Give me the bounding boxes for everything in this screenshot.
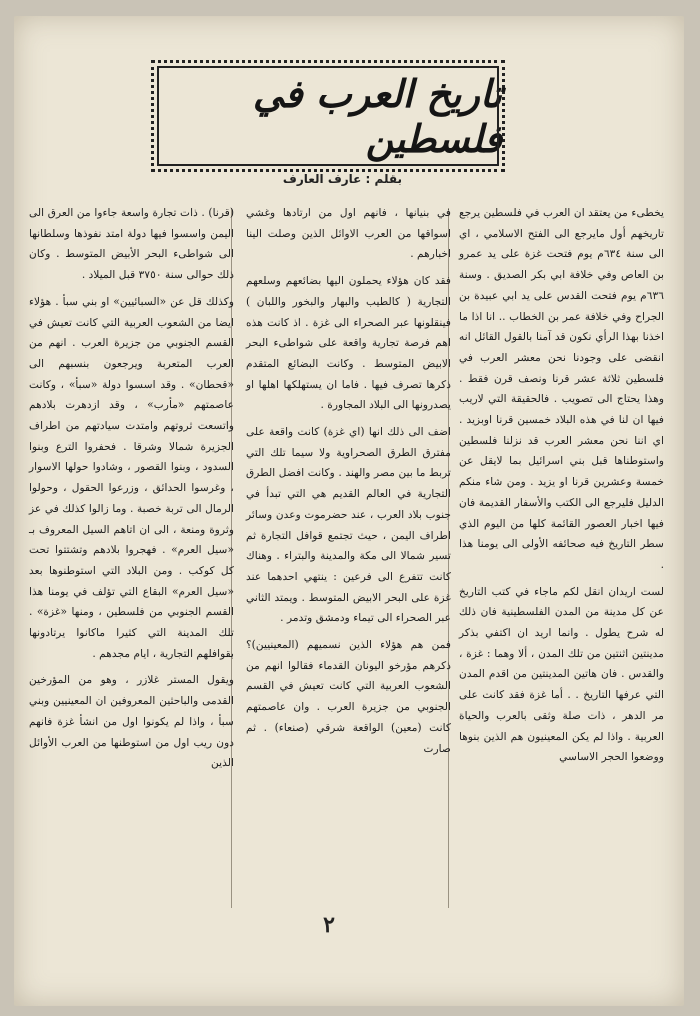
text-column-left — [29, 203, 234, 780]
author-byline: بقلم : عارف العارف — [282, 172, 402, 186]
text-column-right — [459, 203, 664, 774]
text-column-middle — [246, 203, 451, 765]
page-number: ٢ — [323, 912, 335, 938]
title-frame — [151, 60, 505, 172]
paragraph: فقد كان هؤلاء يحملون اليها بضائعهم وسلعهم التجارية ( كالطيب والبهار والبخور واللبان ) فينقلونها عبر الصحراء الى غزة . اذ كانت هذه اهم فرصة تجارية واقعة على شواطىء البحر الابيض المتوسط . وكانت البضائع المتقدم ذكرها تصرف فيها . فاما ان يستهلكها اهلها او يصدرونها الى البلاد المجاورة . — [246, 274, 451, 412]
paragraph: وكذلك قل عن «السبائيين» او بني سبأ . هؤلاء ايضا من الشعوب العربية التي كانت تعيش في القسم الجنوبي من جزيرة العرب . انهم من العرب المتعربة ويرجعون بنسبهم الى «قحطان» . وقد اسسوا دولة «سبأ» ، وكانت عاصمتهم «مأرب» ، وقد ازدهرت بلادهم واتسعت ثروتهم وامتدت سيادتهم من اطراف الجزيرة شمالا وشرقا . فحفروا الترع وبنوا السدود ، وبنوا القصور ، وشادوا حولها الاسوار ، وغرسوا الحدائق ، وزرعوا الحقول ، وحولوا الرمال الى تربة خصبة . وما زالوا كذلك في عز وثروة ومنعة ، الى ان اتاهم السيل المعروف بـ «سيل العرم» . فهجروا بلادهم وتشتتوا تحت كل كوكب . ومن البلاد التي استوطنوها بعد «سيل العرم» البقاع التي تؤلف في يومنا هذا القسم الجنوبي من فلسطين ، ومنها «غزة» . تلك المدينة التي كثيرا ماكانوا يرتادونها بقوافلهم التجارية ، ايام مجدهم . — [29, 294, 234, 660]
paragraph: ويقول المستر غلازر ، وهو من المؤرخين القدمى والباحثين المعروفين ان المعينيين وبني سبأ ، واذا لم يكونوا اول من انشأ غزة فانهم دون ريب اول من استوطنها من العرب الأوائل الذين — [29, 673, 234, 770]
paragraph: لست اريدان انقل لكم ماجاء في كتب التاريخ عن كل مدينة من المدن الفلسطينية فان ذلك له شرح يطول . وانما اريد ان اكتفي بذكر مدينتين اثنتين من تلك المدن ، ألا وهما : غزة ، والقدس . فان هاتين المدينتين من اقدم المدن التي عرفها التاريخ . . أما غزة فقد كانت على مر الدهر ، ذات صلة وثقى بالعرب والحياة العربية . واذا لم يكن المعينيون هم الذين بنوها ووضعوا الحجر الاساسي — [459, 584, 664, 764]
paragraph: اضف الى ذلك انها (اي غزة) كانت واقعة على مفترق الطرق الصحراوية ولا سيما تلك التي تربط ما بين مصر والهند . وكانت افضل الطرق التجارية في العالم القديم هي التي تبدأ في جنوب بلاد العرب ، عند حضرموت وعدن وسائر اطراف اليمن ، حيث تجتمع قوافل التجارة ثم تسير شمالا الى مكة والمدينة والبتراء . وهناك كانت تتفرع الى فرعين : ينتهي احدهما عند غزة على البحر الابيض المتوسط . ويمتد الثاني عبر الصحراء الى تيماء ودمشق وتدمر . — [246, 425, 451, 625]
paragraph: في بنيانها ، فانهم اول من ارتادها وغشي اسواقها من العرب الاوائل الذين وصلت الينا اخبارهم . — [246, 206, 451, 261]
article-title: تاريخ العرب في فلسطين — [252, 71, 502, 161]
paragraph: (قرنا) . ذات تجارة واسعة جاءوا من العرق الى اليمن واسسوا فيها دولة امتد نفوذها وسلطانها الى شواطىء البحر الأبيض المتوسط . وكان ذلك حوالى سنة ٣٧٥٠ قبل الميلاد . — [29, 206, 234, 282]
magazine-page — [14, 16, 684, 1006]
paragraph: يخطىء من يعتقد ان العرب في فلسطين يرجع تاريخهم أول مايرجع الى الفتح الاسلامي ، اي الى سنة ٦٣٤م يوم فتحت غزة على يد عمرو بن العاص وفي خلافة ابي بكر الصديق . وسنة ٦٣٦م يوم فتحت القدس على يد ابي عبيدة بن الجراح وفي خلافة عمر بن الخطاب .. انا اذا ما اخذنا بهذا الرأي نكون قد آمنا بالقول القائل انه انقضى على وجودنا نحن معشر العرب في فلسطين ثلاثة عشر قرنا ونصف قرن فقط . وهذا يحتاج الى تصويب . فالحقيقة التي لاريب فيها ان لنا في هذه البلاد خمسين قرنا اوبزيد . اي اننا نحن معشر العرب قد نزلنا فلسطين واستوطناها قبل بني اسرائيل بما لايقل عن خمسة وعشرين قرنا او يزيد . ومن شاء منكم الدليل فليرجع الى الكتب والأسفار القديمة فان فيها اخبار العصور القائمة كلها من اليوم الذي سطر التاريخ فيه صحائفه الأولى الى يومنا هذا . — [459, 206, 665, 571]
paragraph: فمن هم هؤلاء الذين نسميهم (المعينيين)؟ ذكرهم مؤرخو اليونان القدماء فقالوا انهم من الشعوب العربية التي كانت تعيش في القسم الجنوبي من جزيرة العرب . وان عاصمتهم كانت (معين) الواقعة شرقي (صنعاء) . ثم صارت — [246, 638, 451, 755]
